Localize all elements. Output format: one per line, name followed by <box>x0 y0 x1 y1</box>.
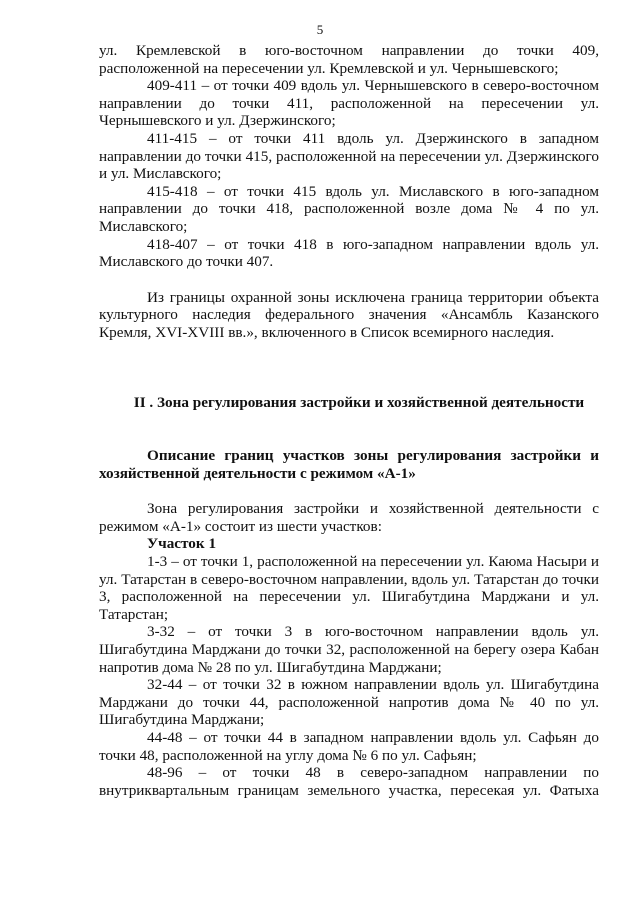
exclusion-note: Из границы охранной зоны исключена граница территории объекта культурного наследия федерального значения «Ансамбль Казанского Кремля, XVI-XVIII вв.», включенного в Список всемирного наследия. <box>99 288 599 341</box>
boundary-paragraph: 44-48 – от точки 44 в западном направлении вдоль ул. Сафьян до точки 48, расположенной на углу дома № 6 по ул. Сафьян; <box>99 729 599 764</box>
section-title: II . Зона регулирования застройки и хозяйственной деятельности <box>133 393 585 411</box>
document-body <box>99 42 599 799</box>
zone-intro: Зона регулирования застройки и хозяйственной деятельности с режимом «А-1» состоит из шести участков: <box>99 500 599 535</box>
spacer <box>99 482 599 500</box>
boundary-paragraph: ул. Кремлевской в юго-восточном направлении до точки 409, расположенной на пересечении ул. Кремлевской и ул. Чернышевского; <box>99 42 599 77</box>
boundary-paragraph: 409-411 – от точки 409 вдоль ул. Чернышевского в северо-восточном направлении до точки 411, расположенной на пересечении ул. Чернышевского и ул. Дзержинского; <box>99 77 599 130</box>
boundary-paragraph: 32-44 – от точки 32 в южном направлении вдоль ул. Шигабутдина Марджани до точки 44, расположенной напротив дома № 40 по ул. Шигабутдина Марджани; <box>99 676 599 729</box>
spacer <box>99 342 599 394</box>
boundary-paragraph: 48-96 – от точки 48 в северо-западном направлении по внутриквартальным границам земельного участка, пересекая ул. Фатыха <box>99 764 599 799</box>
boundary-paragraph: 411-415 – от точки 411 вдоль ул. Дзержинского в западном направлении до точки 415, расположенной на пересечении ул. Дзержинского и ул. Миславского; <box>99 129 599 183</box>
boundary-paragraph: 3-32 – от точки 3 в юго-восточном направлении вдоль ул. Шигабутдина Марджани до точки 32, расположенной на берегу озера Кабан напротив дома № 28 по ул. Шигабутдина Марджани; <box>99 623 599 676</box>
boundary-paragraph: 418-407 – от точки 418 в юго-западном направлении вдоль ул. Миславского до точки 407. <box>99 235 599 271</box>
description-title: Описание границ участков зоны регулирования застройки и хозяйственной деятельности с режимом «А-1» <box>99 447 599 482</box>
page-number: 5 <box>316 22 324 37</box>
subsection-label: Участок 1 <box>147 535 217 553</box>
boundary-paragraph: 1-3 – от точки 1, расположенной на пересечении ул. Каюма Насыри и ул. Татарстан в северо-восточном направлении, вдоль ул. Татарстан до точки 3, расположенной на пересечении ул. Шигабутдина Марджани и ул. Татарстан; <box>99 553 599 623</box>
boundary-paragraph: 415-418 – от точки 415 вдоль ул. Миславского в юго-западном направлении до точки 418, расположенной возле дома № 4 по ул. Миславского; <box>99 182 599 235</box>
spacer <box>99 271 599 289</box>
spacer <box>99 411 599 447</box>
